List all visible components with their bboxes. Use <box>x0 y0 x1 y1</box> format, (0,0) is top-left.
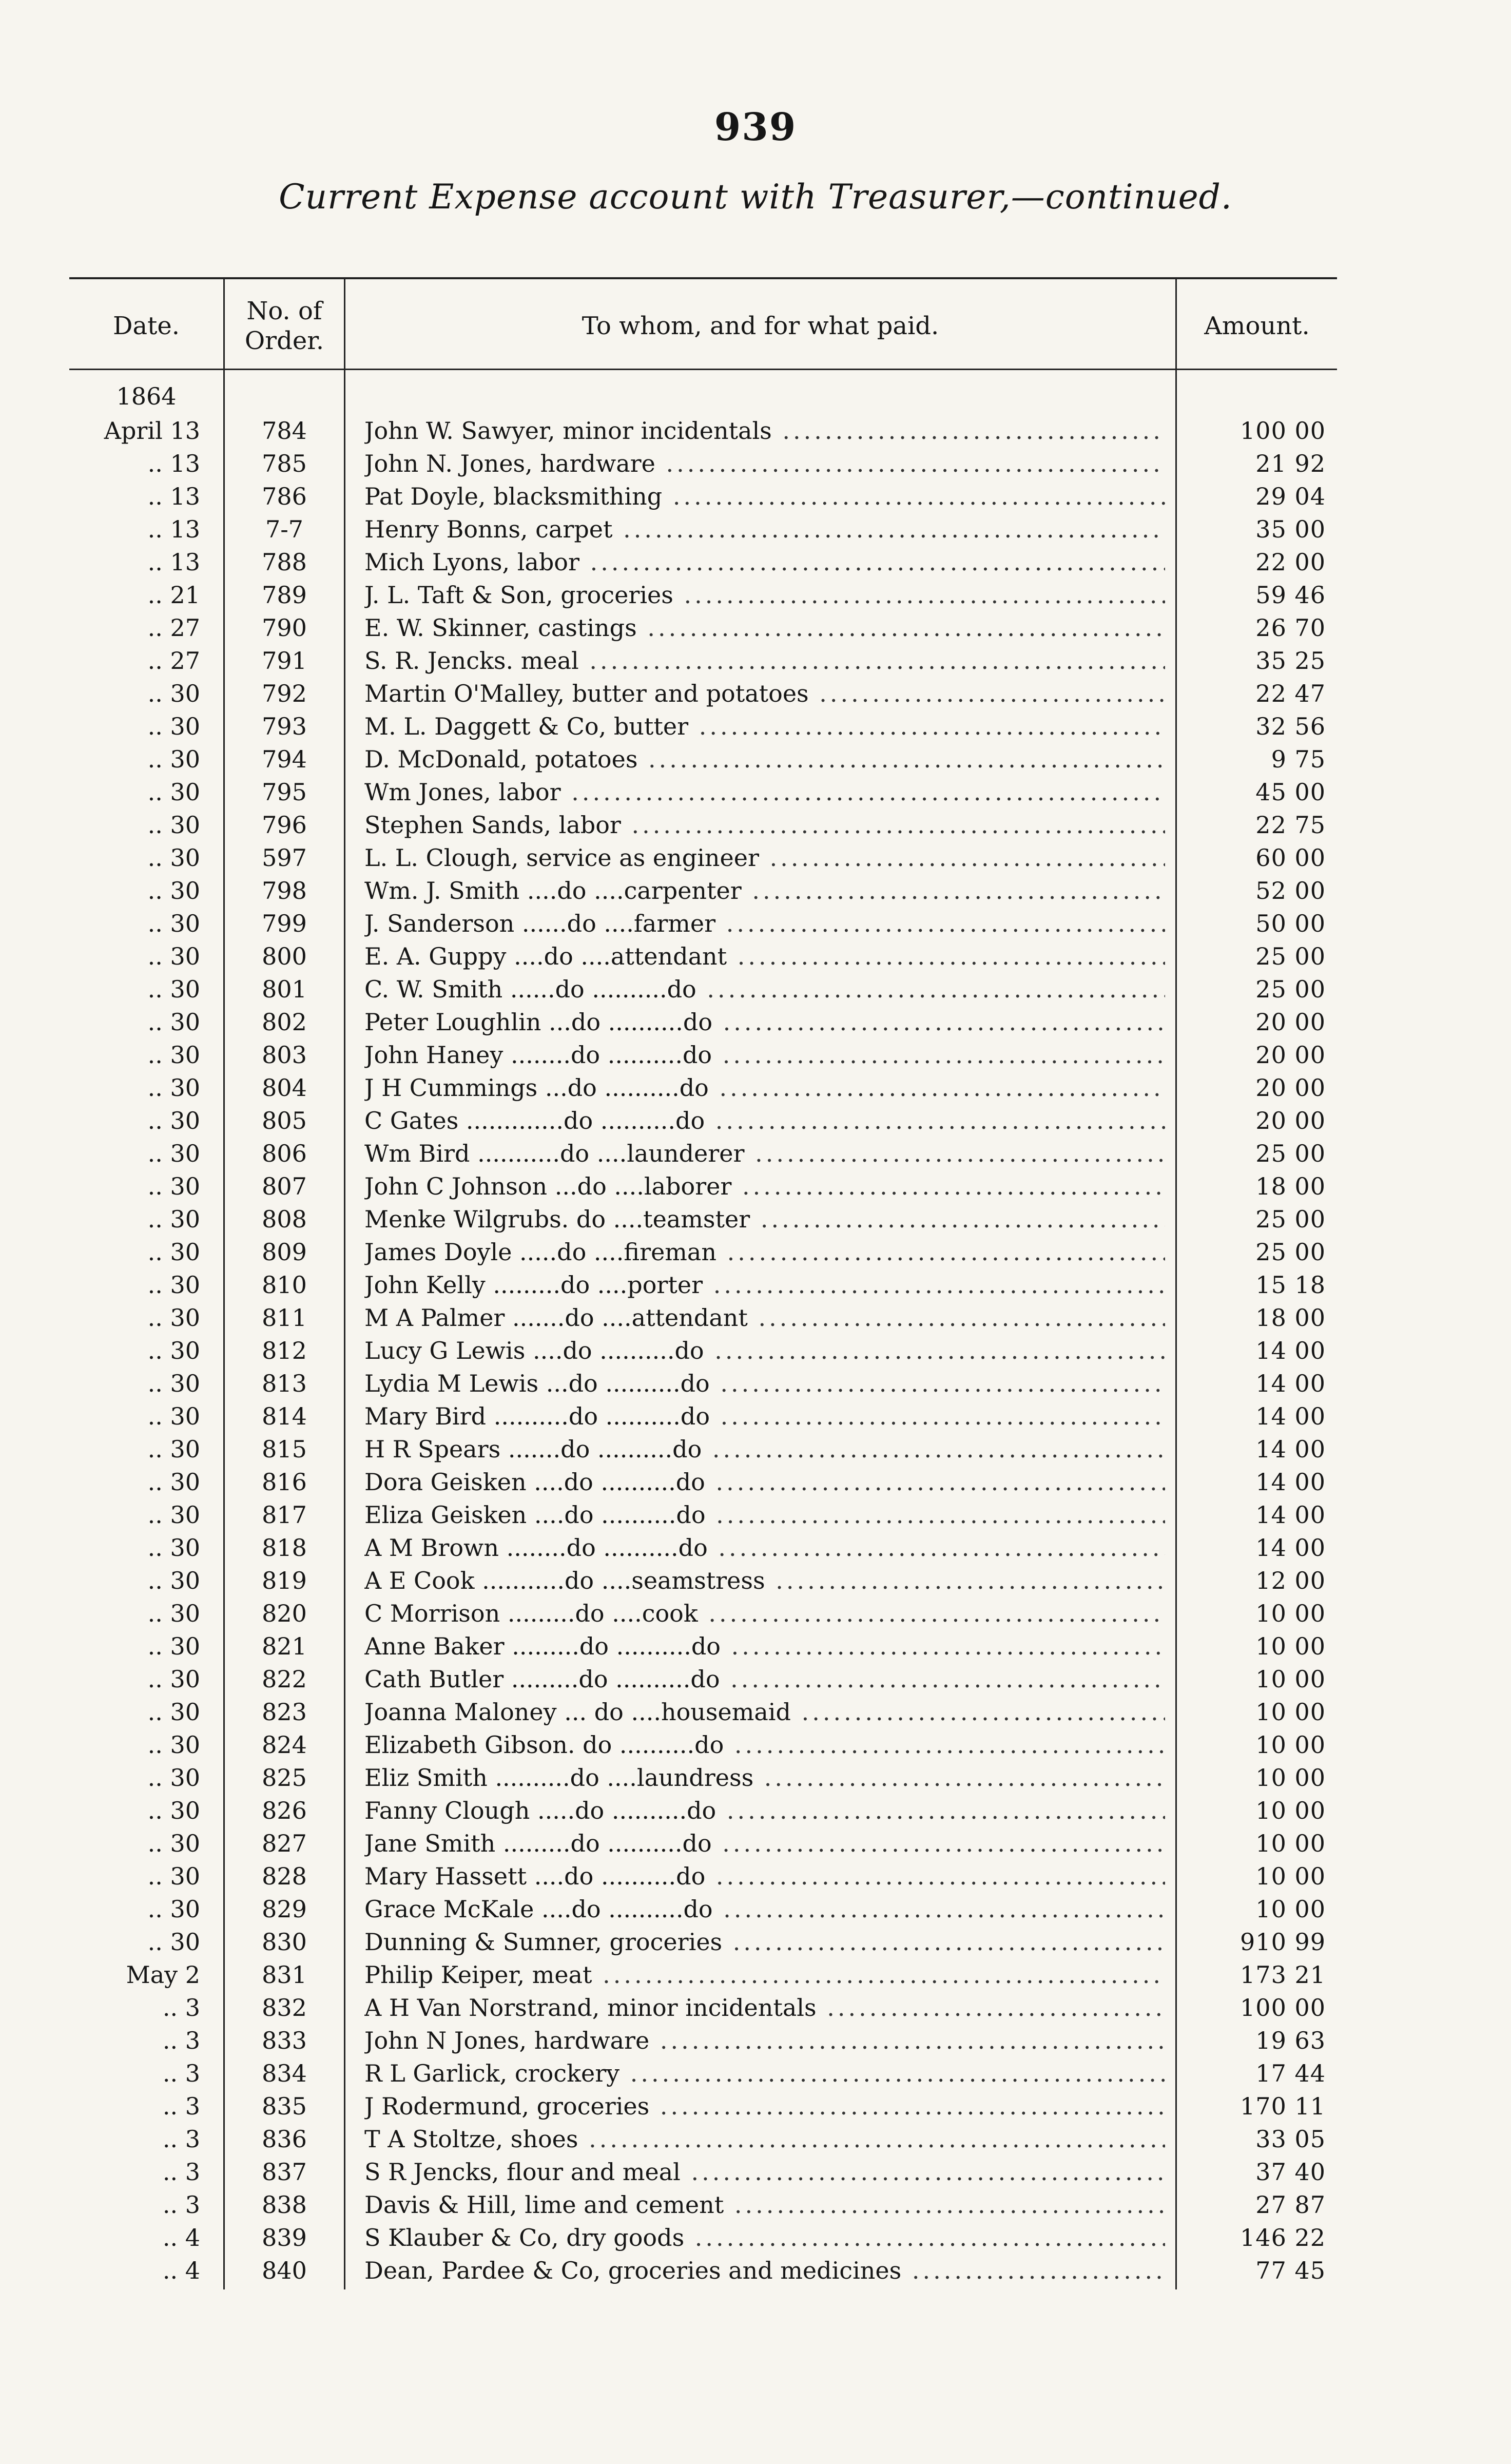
order-number: 826 <box>262 1797 307 1824</box>
order-number: 809 <box>262 1238 307 1266</box>
entry-date: .. 13 <box>147 515 200 543</box>
payee-description: Wm. J. Smith ....do ....carpenter ..... <box>364 874 1165 907</box>
table-row <box>69 1006 1337 1038</box>
table-row <box>69 2155 1337 2188</box>
order-number: 823 <box>262 1698 307 1726</box>
entry-date: .. 27 <box>147 647 200 675</box>
payee-description: Elizabeth Gibson. do ..........do ..... <box>364 1728 1165 1761</box>
payee-description: J Rodermund, groceries ..... <box>364 2090 1165 2123</box>
amount-value: 14 00 <box>1255 1435 1326 1463</box>
entry-date: .. 13 <box>147 483 200 510</box>
table-row <box>69 2024 1337 2057</box>
entry-date: .. 30 <box>147 778 200 806</box>
payee-description: R L Garlick, crockery ..... <box>364 2057 1165 2090</box>
amount-value: 18 00 <box>1255 1304 1326 1332</box>
order-number: 838 <box>262 2191 307 2219</box>
order-number: 785 <box>262 450 307 477</box>
amount-value: 20 00 <box>1255 1008 1326 1036</box>
amount-value: 25 00 <box>1255 1140 1326 1167</box>
payee-description: J. L. Taft & Son, groceries ..... <box>364 579 1165 611</box>
amount-value: 10 00 <box>1255 1830 1326 1857</box>
entry-date: .. 30 <box>147 1501 200 1529</box>
page-number: 939 <box>714 105 797 149</box>
entry-date: .. 3 <box>162 2092 200 2120</box>
order-number: 597 <box>262 844 307 872</box>
payee-description: E. A. Guppy ....do ....attendant ..... <box>364 940 1165 973</box>
amount-value: 22 00 <box>1255 548 1326 576</box>
order-number: 821 <box>262 1632 307 1660</box>
entry-date: .. 4 <box>162 2224 200 2251</box>
table-row <box>69 1268 1337 1301</box>
table-row <box>69 644 1337 677</box>
entry-date: .. 27 <box>147 614 200 642</box>
order-number: 806 <box>262 1140 307 1167</box>
entry-date: .. 30 <box>147 1731 200 1759</box>
amount-value: 45 00 <box>1255 778 1326 806</box>
table-row <box>69 480 1337 513</box>
table-row <box>69 808 1337 841</box>
payee-description: Cath Butler .........do ..........do ..... <box>364 1663 1165 1696</box>
amount-value: 10 00 <box>1255 1731 1326 1759</box>
table-row <box>69 1564 1337 1597</box>
payee-description: S R Jencks, flour and meal ..... <box>364 2155 1165 2188</box>
amount-value: 20 00 <box>1255 1107 1326 1134</box>
amount-value: 10 00 <box>1255 1764 1326 1792</box>
entry-date: .. 30 <box>147 1534 200 1562</box>
payee-description: M. L. Daggett & Co, butter ..... <box>364 710 1165 743</box>
order-number: 839 <box>262 2224 307 2251</box>
amount-value: 60 00 <box>1255 844 1326 872</box>
table-row <box>69 940 1337 973</box>
order-number: 805 <box>262 1107 307 1134</box>
payee-description: Wm Jones, labor ..... <box>364 776 1165 808</box>
entry-date: .. 30 <box>147 713 200 740</box>
entry-date: .. 21 <box>147 581 200 609</box>
payee-description: D. McDonald, potatoes ..... <box>364 743 1165 776</box>
amount-value: 170 11 <box>1240 2092 1326 2120</box>
amount-value: 14 00 <box>1255 1468 1326 1496</box>
amount-value: 15 18 <box>1255 1271 1326 1299</box>
amount-value: 22 75 <box>1255 811 1326 839</box>
table-row <box>69 2254 1337 2287</box>
entry-date: .. 30 <box>147 1172 200 1200</box>
amount-value: 18 00 <box>1255 1172 1326 1200</box>
payee-description: E. W. Skinner, castings ..... <box>364 611 1165 644</box>
order-number: 799 <box>262 910 307 937</box>
entry-date: .. 30 <box>147 1337 200 1364</box>
payee-description: Menke Wilgrubs. do ....teamster ..... <box>364 1203 1165 1236</box>
table-row <box>69 579 1337 611</box>
table-row <box>69 841 1337 874</box>
entry-date: .. 30 <box>147 1468 200 1496</box>
amount-value: 25 00 <box>1255 942 1326 970</box>
table-row <box>69 1827 1337 1860</box>
amount-value: 14 00 <box>1255 1402 1326 1430</box>
amount-value: 173 21 <box>1240 1961 1326 1989</box>
entry-date: May 2 <box>126 1961 200 1989</box>
table-row <box>69 414 1337 447</box>
payee-description: John C Johnson ...do ....laborer ..... <box>364 1170 1165 1203</box>
table-row <box>69 1696 1337 1728</box>
order-number: 815 <box>262 1435 307 1463</box>
amount-value: 77 45 <box>1255 2257 1326 2284</box>
table-row <box>69 1498 1337 1531</box>
entry-date: .. 30 <box>147 1271 200 1299</box>
payee-description: L. L. Clough, service as engineer ..... <box>364 841 1165 874</box>
entry-date: .. 30 <box>147 877 200 904</box>
table-row <box>69 2188 1337 2221</box>
order-number: 818 <box>262 1534 307 1562</box>
amount-value: 146 22 <box>1240 2224 1326 2251</box>
order-number: 811 <box>262 1304 307 1332</box>
order-number: 836 <box>262 2125 307 2153</box>
payee-description: J. Sanderson ......do ....farmer ..... <box>364 907 1165 940</box>
table-row <box>69 611 1337 644</box>
payee-description: Mary Hassett ....do ..........do ..... <box>364 1860 1165 1893</box>
entry-date: .. 30 <box>147 844 200 872</box>
entry-date: .. 30 <box>147 1797 200 1824</box>
amount-value: 20 00 <box>1255 1074 1326 1102</box>
payee-description: A E Cook ...........do ....seamstress ..... <box>364 1564 1165 1597</box>
entry-date: .. 30 <box>147 1008 200 1036</box>
table-row <box>69 1860 1337 1893</box>
order-number: 820 <box>262 1600 307 1627</box>
order-number: 831 <box>262 1961 307 1989</box>
payee-description: Lucy G Lewis ....do ..........do ..... <box>364 1334 1165 1367</box>
amount-value: 35 25 <box>1255 647 1326 675</box>
payee-description: Lydia M Lewis ...do ..........do ..... <box>364 1367 1165 1400</box>
payee-description: S. R. Jencks. meal ..... <box>364 644 1165 677</box>
table-row <box>69 1433 1337 1466</box>
table-row <box>69 874 1337 907</box>
order-number: 814 <box>262 1402 307 1430</box>
amount-value: 19 63 <box>1255 2027 1326 2054</box>
order-number: 789 <box>262 581 307 609</box>
order-number: 833 <box>262 2027 307 2054</box>
entry-date: .. 30 <box>147 1107 200 1134</box>
table-row <box>69 1334 1337 1367</box>
order-number: 800 <box>262 942 307 970</box>
order-number: 832 <box>262 1994 307 2022</box>
table-row <box>69 1170 1337 1203</box>
table-row <box>69 1663 1337 1696</box>
table-row <box>69 1301 1337 1334</box>
entry-date: April 13 <box>104 417 200 445</box>
table-row <box>69 1597 1337 1630</box>
payee-description: John Haney ........do ..........do ..... <box>364 1038 1165 1071</box>
table-row <box>69 907 1337 940</box>
order-number: 792 <box>262 680 307 707</box>
payee-description: C Morrison .........do ....cook ..... <box>364 1597 1165 1630</box>
amount-value: 10 00 <box>1255 1665 1326 1693</box>
order-number: 795 <box>262 778 307 806</box>
entry-date: .. 3 <box>162 1994 200 2022</box>
amount-value: 21 92 <box>1255 450 1326 477</box>
order-number: 822 <box>262 1665 307 1693</box>
amount-value: 14 00 <box>1255 1501 1326 1529</box>
order-number: 808 <box>262 1205 307 1233</box>
order-number: 834 <box>262 2059 307 2087</box>
order-number: 829 <box>262 1895 307 1923</box>
entry-date: .. 30 <box>147 1665 200 1693</box>
table-row <box>69 743 1337 776</box>
amount-value: 14 00 <box>1255 1337 1326 1364</box>
amount-value: 910 99 <box>1240 1928 1326 1956</box>
order-number: 828 <box>262 1862 307 1890</box>
payee-description: Eliza Geisken ....do ..........do ..... <box>364 1498 1165 1531</box>
table-row <box>69 1893 1337 1926</box>
order-number: 827 <box>262 1830 307 1857</box>
order-number: 793 <box>262 713 307 740</box>
amount-value: 20 00 <box>1255 1041 1326 1069</box>
amount-value: 10 00 <box>1255 1862 1326 1890</box>
payee-description: Martin O'Malley, butter and potatoes ..... <box>364 677 1165 710</box>
entry-date: .. 3 <box>162 2191 200 2219</box>
payee-description: A H Van Norstrand, minor incidentals ..... <box>364 1991 1165 2024</box>
amount-value: 52 00 <box>1255 877 1326 904</box>
order-number: 825 <box>262 1764 307 1792</box>
table-row <box>69 1038 1337 1071</box>
payee-description: J H Cummings ...do ..........do ..... <box>364 1071 1165 1104</box>
amount-value: 14 00 <box>1255 1370 1326 1397</box>
table-row <box>69 1236 1337 1268</box>
year-label: 1864 <box>116 382 177 410</box>
payee-description: John Kelly .........do ....porter ..... <box>364 1268 1165 1301</box>
amount-value: 59 46 <box>1255 581 1326 609</box>
entry-date: .. 30 <box>147 1074 200 1102</box>
entry-date: .. 30 <box>147 975 200 1003</box>
entry-date: .. 13 <box>147 450 200 477</box>
entry-date: .. 30 <box>147 1862 200 1890</box>
amount-value: 32 56 <box>1255 713 1326 740</box>
payee-description: John N Jones, hardware ..... <box>364 2024 1165 2057</box>
payee-description: Henry Bonns, carpet ..... <box>364 513 1165 546</box>
amount-value: 10 00 <box>1255 1895 1326 1923</box>
amount-value: 25 00 <box>1255 1238 1326 1266</box>
payee-description: H R Spears .......do ..........do ..... <box>364 1433 1165 1466</box>
payee-description: M A Palmer .......do ....attendant ..... <box>364 1301 1165 1334</box>
entry-date: .. 30 <box>147 811 200 839</box>
order-number: 830 <box>262 1928 307 1956</box>
entry-date: .. 30 <box>147 1205 200 1233</box>
amount-value: 14 00 <box>1255 1534 1326 1562</box>
table-row <box>69 1728 1337 1761</box>
entry-date: .. 4 <box>162 2257 200 2284</box>
header-payee: To whom, and for what paid. <box>582 312 939 340</box>
payee-description: Jane Smith .........do ..........do ..... <box>364 1827 1165 1860</box>
entry-date: .. 30 <box>147 1600 200 1627</box>
payee-description: Pat Doyle, blacksmithing ..... <box>364 480 1165 513</box>
order-number: 786 <box>262 483 307 510</box>
order-number: 816 <box>262 1468 307 1496</box>
table-row <box>69 1071 1337 1104</box>
header-order: No. of Order. <box>244 297 324 355</box>
payee-description: John W. Sawyer, minor incidentals ..... <box>364 414 1165 447</box>
amount-value: 100 00 <box>1240 417 1326 445</box>
table-row <box>69 1926 1337 1958</box>
amount-value: 25 00 <box>1255 975 1326 1003</box>
table-row <box>69 2123 1337 2155</box>
payee-description: Grace McKale ....do ..........do ..... <box>364 1893 1165 1926</box>
entry-date: .. 30 <box>147 910 200 937</box>
entry-date: .. 30 <box>147 1764 200 1792</box>
amount-value: 100 00 <box>1240 1994 1326 2022</box>
payee-description: Davis & Hill, lime and cement ..... <box>364 2188 1165 2221</box>
table-row <box>69 973 1337 1006</box>
entry-date: .. 3 <box>162 2158 200 2186</box>
order-number: 817 <box>262 1501 307 1529</box>
header-amount: Amount. <box>1204 312 1310 340</box>
table-row <box>69 447 1337 480</box>
table-row <box>69 2090 1337 2123</box>
amount-value: 9 75 <box>1271 745 1326 773</box>
order-number: 804 <box>262 1074 307 1102</box>
amount-value: 27 87 <box>1255 2191 1326 2219</box>
order-number: 807 <box>262 1172 307 1200</box>
table-row <box>69 677 1337 710</box>
payee-description: A M Brown ........do ..........do ..... <box>364 1531 1165 1564</box>
order-number: 835 <box>262 2092 307 2120</box>
entry-date: .. 3 <box>162 2125 200 2153</box>
amount-value: 35 00 <box>1255 515 1326 543</box>
amount-value: 50 00 <box>1255 910 1326 937</box>
table-row <box>69 513 1337 546</box>
payee-description: Dean, Pardee & Co, groceries and medicines ..... <box>364 2254 1165 2287</box>
entry-date: .. 3 <box>162 2059 200 2087</box>
payee-description: Anne Baker .........do ..........do ..... <box>364 1630 1165 1663</box>
amount-value: 33 05 <box>1255 2125 1326 2153</box>
order-number: 819 <box>262 1567 307 1594</box>
payee-description: Dunning & Sumner, groceries ..... <box>364 1926 1165 1958</box>
table-row <box>69 1531 1337 1564</box>
header-rule <box>69 369 1337 370</box>
payee-description: John N. Jones, hardware ..... <box>364 447 1165 480</box>
entry-date: .. 30 <box>147 942 200 970</box>
entry-date: .. 3 <box>162 2027 200 2054</box>
payee-description: Mich Lyons, labor ..... <box>364 546 1165 579</box>
amount-value: 25 00 <box>1255 1205 1326 1233</box>
table-row <box>69 1991 1337 2024</box>
order-number: 802 <box>262 1008 307 1036</box>
table-row <box>69 1630 1337 1663</box>
payee-description: Eliz Smith ..........do ....laundress ..... <box>364 1761 1165 1794</box>
table-row <box>69 776 1337 808</box>
entry-date: .. 30 <box>147 680 200 707</box>
entry-date: .. 30 <box>147 1895 200 1923</box>
order-number: 812 <box>262 1337 307 1364</box>
order-number: 784 <box>262 417 307 445</box>
ledger-table <box>69 267 1337 2289</box>
payee-description: Mary Bird ..........do ..........do ..... <box>364 1400 1165 1433</box>
entry-date: .. 30 <box>147 1830 200 1857</box>
table-row <box>69 1400 1337 1433</box>
payee-description: Wm Bird ...........do ....launderer ..... <box>364 1137 1165 1170</box>
order-number: 810 <box>262 1271 307 1299</box>
amount-value: 29 04 <box>1255 483 1326 510</box>
payee-description: T A Stoltze, shoes ..... <box>364 2123 1165 2155</box>
top-rule <box>69 277 1337 279</box>
amount-value: 17 44 <box>1255 2059 1326 2087</box>
amount-value: 26 70 <box>1255 614 1326 642</box>
payee-description: Peter Loughlin ...do ..........do ..... <box>364 1006 1165 1038</box>
order-number: 788 <box>262 548 307 576</box>
order-number: 837 <box>262 2158 307 2186</box>
order-number: 803 <box>262 1041 307 1069</box>
table-row <box>69 1367 1337 1400</box>
amount-value: 10 00 <box>1255 1797 1326 1824</box>
order-number: 791 <box>262 647 307 675</box>
entry-date: .. 30 <box>147 1041 200 1069</box>
entry-date: .. 13 <box>147 548 200 576</box>
header-date: Date. <box>112 312 180 340</box>
ledger-rows <box>69 414 1337 2287</box>
table-row <box>69 1104 1337 1137</box>
table-row <box>69 546 1337 579</box>
entry-date: .. 30 <box>147 745 200 773</box>
entry-date: .. 30 <box>147 1698 200 1726</box>
table-row <box>69 710 1337 743</box>
amount-value: 12 00 <box>1255 1567 1326 1594</box>
order-number: 813 <box>262 1370 307 1397</box>
entry-date: .. 30 <box>147 1632 200 1660</box>
order-number: 7-7 <box>265 515 304 543</box>
payee-description: S Klauber & Co, dry goods ..... <box>364 2221 1165 2254</box>
payee-description: Joanna Maloney ... do ....housemaid ..... <box>364 1696 1165 1728</box>
amount-value: 22 47 <box>1255 680 1326 707</box>
amount-value: 10 00 <box>1255 1600 1326 1627</box>
payee-description: James Doyle .....do ....fireman ..... <box>364 1236 1165 1268</box>
table-row <box>69 1203 1337 1236</box>
table-row <box>69 1761 1337 1794</box>
payee-description: C. W. Smith ......do ..........do ..... <box>364 973 1165 1006</box>
payee-description: Dora Geisken ....do ..........do ..... <box>364 1466 1165 1498</box>
table-row <box>69 1466 1337 1498</box>
table-row <box>69 1958 1337 1991</box>
amount-value: 10 00 <box>1255 1698 1326 1726</box>
order-number: 794 <box>262 745 307 773</box>
amount-value: 37 40 <box>1255 2158 1326 2186</box>
table-row <box>69 1794 1337 1827</box>
order-number: 790 <box>262 614 307 642</box>
payee-description: Stephen Sands, labor ..... <box>364 808 1165 841</box>
entry-date: .. 30 <box>147 1370 200 1397</box>
order-number: 801 <box>262 975 307 1003</box>
entry-date: .. 30 <box>147 1140 200 1167</box>
payee-description: C Gates .............do ..........do ..... <box>364 1104 1165 1137</box>
entry-date: .. 30 <box>147 1402 200 1430</box>
payee-description: Fanny Clough .....do ..........do ..... <box>364 1794 1165 1827</box>
entry-date: .. 30 <box>147 1435 200 1463</box>
entry-date: .. 30 <box>147 1238 200 1266</box>
table-row <box>69 2057 1337 2090</box>
amount-value: 10 00 <box>1255 1632 1326 1660</box>
table-row <box>69 2221 1337 2254</box>
page-title: Current Expense account with Treasurer,—continued. <box>279 177 1232 217</box>
order-number: 824 <box>262 1731 307 1759</box>
payee-description: Philip Keiper, meat ..... <box>364 1958 1165 1991</box>
order-number: 840 <box>262 2257 307 2284</box>
entry-date: .. 30 <box>147 1567 200 1594</box>
entry-date: .. 30 <box>147 1928 200 1956</box>
entry-date: .. 30 <box>147 1304 200 1332</box>
order-number: 796 <box>262 811 307 839</box>
order-number: 798 <box>262 877 307 904</box>
table-row <box>69 1137 1337 1170</box>
